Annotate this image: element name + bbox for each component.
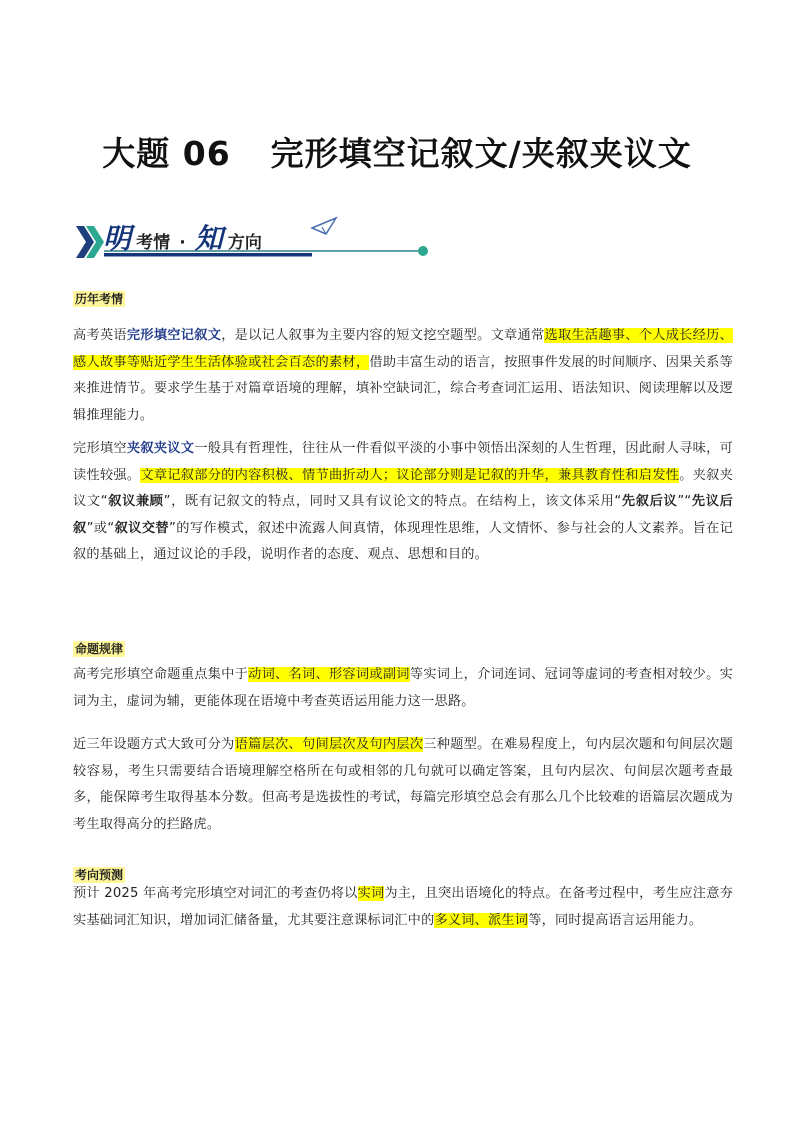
text-run: ”“ — [677, 494, 692, 509]
forecast-paragraph-1 — [73, 881, 733, 934]
text-run: 高考完形填空命题重点集中于 — [73, 667, 249, 682]
banner-label — [103, 217, 262, 257]
highlight-content: 文章记叙部分的内容积极、情节曲折动人；议论部分则是记叙的升华，兼具教育性和启发性 — [140, 467, 680, 483]
banner-dot: · — [179, 233, 186, 253]
text-run: 完形填空 — [73, 441, 127, 456]
text-run: 为主，且突出语境化的特点。在备考过程中，考生应注意夯实基础词汇知识，增加词汇储备量，尤其要注意课标词汇中的 — [73, 886, 734, 928]
highlight-content-words: 实词 — [357, 886, 385, 901]
rules-paragraph-2 — [73, 732, 733, 838]
bold-term: 叙议兼顾 — [107, 494, 164, 509]
bold-term: 先议后叙 — [73, 494, 733, 536]
highlight-material: 选取生活趣事、个人成长经历、感人故事等贴近学生生活体验或社会百态的素材， — [73, 328, 733, 370]
text-run: 等，同时提高语言运用能力。 — [528, 912, 703, 928]
bold-term: 叙议交替 — [114, 520, 169, 536]
banner-text-fangxiang: 方向 — [227, 233, 262, 253]
text-run: 等实词上，介词连词、冠词等虚词的考查相对较少。实词为主，虚词为辅，更能体现在语境中考查英语运用能力这一思路。 — [73, 667, 733, 709]
page-title — [0, 128, 794, 175]
keyword-mixed: 夹叙夹议文 — [126, 441, 195, 456]
history-paragraph-1 — [73, 323, 733, 429]
banner-char-zhi: 知 — [194, 222, 223, 255]
text-run: 近三年设题方式大致可分为 — [73, 737, 235, 752]
bold-term: 先叙后议 — [621, 494, 678, 509]
text-run: ，是以记人叙事为主要内容的短文挖空题型。文章通常 — [221, 328, 545, 343]
section-label-rules: 命题规律 — [75, 642, 124, 656]
history-paragraph-2 — [73, 436, 733, 569]
section-rules — [73, 638, 733, 657]
section-banner — [76, 210, 436, 266]
title-part-topic: 完形填空记叙文/夹叙夹议文 — [270, 134, 692, 173]
banner-text-kaoqing: 考情 — [136, 233, 171, 253]
banner-dot-icon — [418, 246, 428, 256]
highlight-word-types: 动词、名词、形容词或副词 — [248, 667, 410, 682]
title-part-number: 大题 06 — [102, 134, 231, 173]
text-run: 一般具有哲理性，往往从一件看似平淡的小事中领悟出深刻的人生哲理，因此耐人寻味，可读性较强。 — [73, 441, 733, 483]
banner-char-ming: 明 — [103, 222, 132, 255]
text-run: 预计 2025 年高考完形填空对词汇的考查仍将以 — [73, 886, 358, 901]
section-label-history: 历年考情 — [75, 292, 124, 306]
keyword-narrative: 完形填空记叙文 — [126, 328, 222, 343]
paper-plane-icon — [312, 218, 336, 234]
text-run: ”，既有记叙文的特点，同时又具有议论文的特点。在结构上，该文体采用“ — [163, 494, 622, 509]
highlight-polysemy: 多义词、派生词 — [434, 912, 529, 928]
text-run: ”的写作模式，叙述中流露人间真情，体现理性思维，人文情怀、参与社会的人文素养。旨在记叙的基础上，通过议论的手段，说明作者的态度、观点、思想和目的。 — [73, 520, 734, 562]
section-label-forecast: 考向预测 — [75, 868, 124, 882]
text-run: 三种题型。在难易程度上，句内层次题和句间层次题较容易，考生只需要结合语境理解空格所在句或相邻的几句就可以确定答案，且句内层次、句间层次题考查最多，能保障考生取得基本分数。但高考是选拔性的考试，每篇完形填空总会有那么几个比较难的语篇层次题成为考生取得高分的拦路虎。 — [73, 737, 733, 832]
text-run: ”或“ — [86, 520, 115, 536]
text-run: 高考英语 — [73, 328, 127, 343]
text-run: 借助丰富生动的语言，按照事件发展的时间顺序、因果关系等来推进情节。要求学生基于对篇章语境的理解，填补空缺词汇，综合考查词汇运用、语法知识、阅读理解以及逻辑推理能力。 — [73, 354, 733, 423]
section-history — [73, 288, 733, 307]
highlight-levels: 语篇层次、句间层次及句内层次 — [234, 737, 424, 752]
text-run: 。夹叙夹议文“ — [73, 467, 734, 509]
rules-paragraph-1 — [73, 662, 733, 715]
